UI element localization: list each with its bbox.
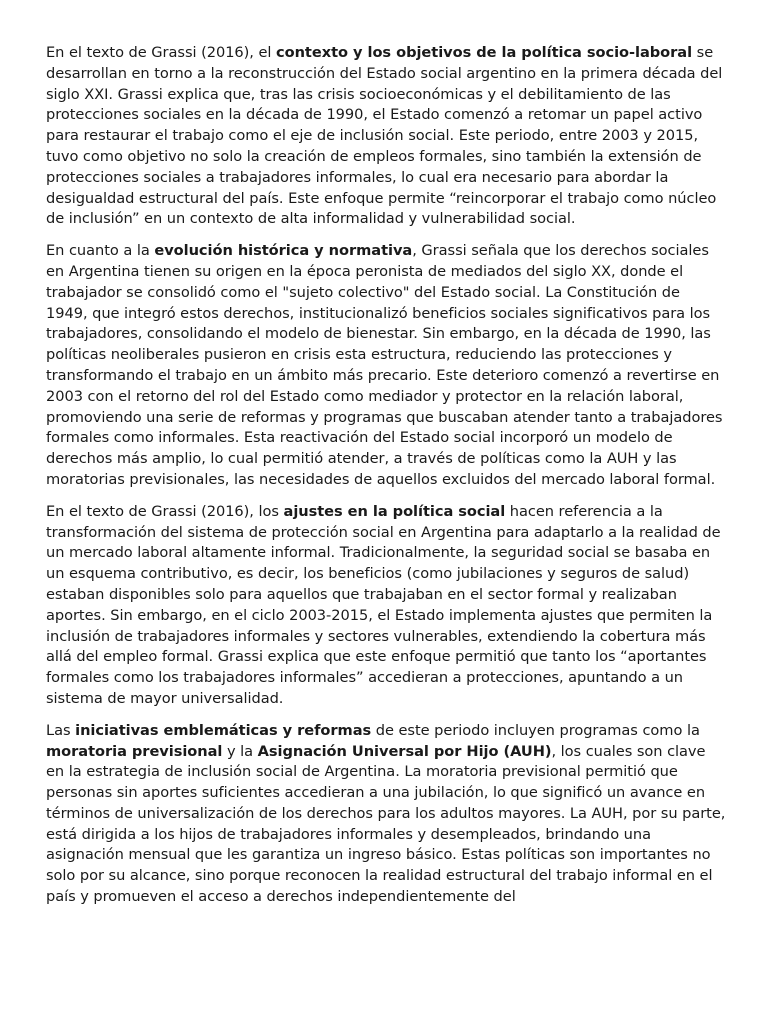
paragraph-text: de este periodo incluyen programas como la (371, 721, 700, 739)
paragraph-historical-evolution (46, 241, 726, 491)
bold-term-historical-evolution: evolución histórica y normativa (154, 242, 413, 260)
document-page (46, 43, 726, 919)
paragraph-text: En cuanto a la (46, 242, 155, 260)
bold-term-context-objectives: contexto y los objetivos de la política socio-laboral (276, 44, 693, 61)
paragraph-policy-adjustments (46, 502, 726, 710)
bold-term-policy-adjustments: ajustes en la política social (283, 502, 506, 520)
bold-term-moratoria: moratoria previsional (46, 742, 223, 760)
paragraph-text: , los cuales son clave en la estrategia de inclusión social de Argentina. La moratoria previsional permitió que personas sin aportes suficientes accedieran a una jubilación, lo que significó un avance en términos de universalización de los derechos para los adultos mayores. La AUH, por su parte, está dirigida a los hijos de trabajadores informales y desempleados, brindando una asignación mensual que les garantiza un ingreso básico. Estas políticas son importantes no solo por su alcance, sino porque reconocen la realidad estructural del trabajo informal en el país y promueven el acceso a derechos independientemente del (46, 742, 726, 906)
paragraph-emblematic-initiatives (46, 721, 726, 908)
paragraph-context-objectives (46, 43, 726, 230)
paragraph-text: y la (222, 742, 258, 760)
paragraph-text: se desarrollan en torno a la reconstrucción del Estado social argentino en la primera década del siglo XXI. Grassi explica que, tras las crisis socioeconómicas y el debilitamiento de las protecciones sociales en la década de 1990, el Estado comenzó a retomar un papel activo para restaurar el trabajo como el eje de inclusión social. Este periodo, entre 2003 y 2015, tuvo como objetivo no solo la creación de empleos formales, sino también la extensión de protecciones sociales a trabajadores informales, lo cual era necesario para abordar la desigualdad estructural del país. Este enfoque permite “reincorporar el trabajo como núcleo de inclusión” en un contexto de alta informalidad y vulnerabilidad social. (46, 44, 723, 228)
bold-term-auh: Asignación Universal por Hijo (AUH) (257, 742, 552, 760)
bold-term-emblematic-initiatives: iniciativas emblemáticas y reformas (75, 721, 372, 739)
paragraph-text: En el texto de Grassi (2016), el (46, 44, 277, 61)
paragraph-text: Las (46, 721, 76, 739)
paragraph-text: hacen referencia a la transformación del sistema de protección social en Argentina para adaptarlo a la realidad de un mercado laboral altamente informal. Tradicionalmente, la seguridad social se basaba en un esquema contributivo, es decir, los beneficios (como jubilaciones y seguros de salud) estaban disponibles solo para aquellos que trabajaban en el sector formal y realizaban aportes. Sin embargo, en el ciclo 2003-2015, el Estado implementa ajustes que permiten la inclusión de trabajadores informales y sectores vulnerables, extendiendo la cobertura más allá del empleo formal. Grassi explica que este enfoque permitió que tanto los “aportantes formales como los trabajadores informales” accedieran a protecciones, apuntando a un sistema de mayor universalidad. (46, 502, 721, 707)
paragraph-text: En el texto de Grassi (2016), los (46, 502, 284, 520)
paragraph-text: , Grassi señala que los derechos sociales en Argentina tienen su origen en la época peronista de mediados del siglo XX, donde el trabajador se consolidó como el "sujeto colectivo" del Estado social. La Constitución de 1949, que integró estos derechos, institucionalizó beneficios sociales significativos para los trabajadores, consolidando el modelo de bienestar. Sin embargo, en la década de 1990, las políticas neoliberales pusieron en crisis esta estructura, reduciendo las protecciones y transformando el trabajo en un ámbito más precario. Este deterioro comenzó a revertirse en 2003 con el retorno del rol del Estado como mediador y protector en la relación laboral, promoviendo una serie de reformas y programas que buscaban atender tanto a trabajadores formales como informales. Esta reactivación del Estado social incorporó un modelo de derechos más amplio, lo cual permitió atender, a través de políticas como la AUH y las moratorias previsionales, las necesidades de aquellos excluidos del mercado laboral formal. (46, 242, 723, 488)
